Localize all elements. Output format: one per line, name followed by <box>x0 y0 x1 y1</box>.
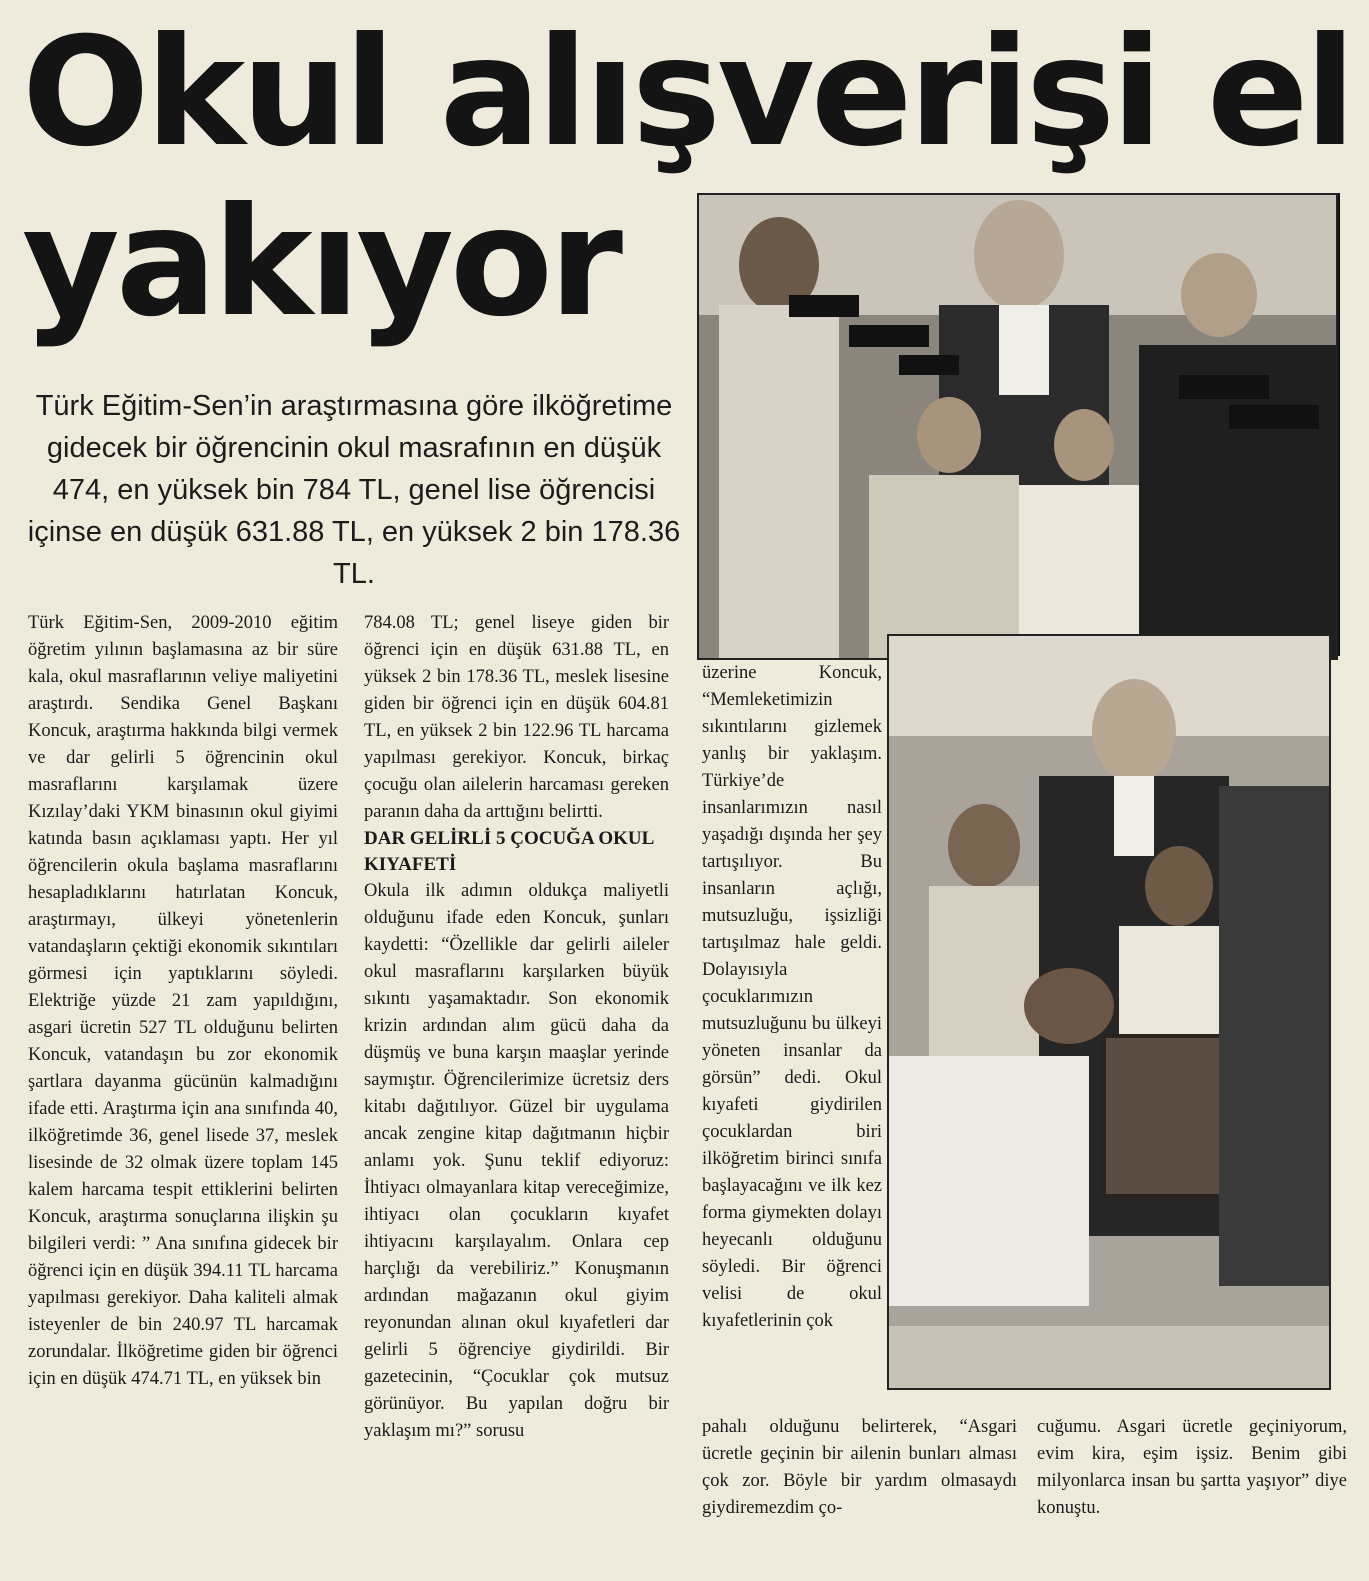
school-uniform-photo <box>887 634 1331 1390</box>
headline-line-2: yakıyor <box>22 176 619 350</box>
column-3-text: üzerine Koncuk, “Memleketimizin sıkıntılarını gizlemek yanlış bir yaklaşım. Türkiye’de insanlarımızın nasıl yaşadığı dışında her şey tartışılıyor. Bu insanların açlığı, mutsuzluğu, işsizliği tartışılmaz hale geldi. Dolayısıyla çocuklarımızın mutsuzluğunu bu ülkeyi yöneten insanlar da görsün” dedi. Okul kıyafeti giydirilen çocuklardan biri ilköğretim birinci sınıfa başlayacağını ve ilk kez forma giymekten dolayı heyecanlı olduğunu söyledi. Bir öğrenci velisi de okul kıyafetlerinin çok <box>702 663 882 1331</box>
subheading: DAR GELİRLİ 5 ÇOCUĞA OKUL KIYAFETİ <box>364 828 654 875</box>
lead-paragraph: Türk Eğitim-Sen’in araştırmasına göre ilköğretime gidecek bir öğrencinin okul masrafının en düşük 474, en yüksek bin 784 TL, genel lise öğrencisi içinse en düşük 631.88 TL, en yüksek 2 bin 178.36 TL. <box>27 390 681 590</box>
column-3b-text: pahalı olduğunu belirterek, “Asgari ücretle geçinin bir ailenin bunları alması çok zor. Böyle bir yardım olmasaydı giydiremezdim ço- <box>702 1417 1017 1518</box>
photo-border <box>1338 193 1340 656</box>
column-2-text-a: 784.08 TL; genel liseye giden bir öğrenci için en düşük 631.88 TL, en yüksek 2 bin 178.36 TL, meslek lisesine giden bir öğrenci için en düşük 604.81 TL, en yüksek 2 bin 122.96 TL harcama yapılması gerekiyor. Koncuk, birkaç çocuğu olan ailelerin harcaması gereken paranın daha da arttığını belirtti. <box>364 613 669 822</box>
school-uniform-image <box>889 636 1329 1388</box>
column-1-text: Türk Eğitim-Sen, 2009-2010 eğitim öğretim yılının başlamasına az bir süre kala, okul masraflarının veliye maliyetini araştırdı. Sendika Genel Başkanı Koncuk, araştırma hakkında bilgi vermek ve dar gelirli 5 öğrencinin okul masraflarını karşılamak üzere Kızılay’daki YKM binasının okul giyimi katında basın açıklaması yaptı. Her yıl öğrencilerin okula başlama masraflarını hesapladıklarını hatırlatan Koncuk, araştırmayı, ülkeyi yönetenlerin vatandaşların çektiği ekonomik sıkıntıları görmesi için yaptıklarını söyledi. Elektriğe yüzde 21 zam yapıldığını, asgari ücretin 527 TL olduğunu belirten Koncuk, vatandaşın bu zor ekonomik şartlara dayanma gücünün kalmadığını ifade etti. Araştırma için ana sınıfında 40, ilköğretimde 36, genel lisede 37, meslek lisesinde de 32 olmak üzere toplam 145 kalem harcama tespit ettiklerini belirten Koncuk, araştırma sonuçlarına ilişkin şu bilgileri verdi: ” Ana sınıfına gidecek bir öğrenci için en düşük 394.11 TL harcama yapılması gerekiyor. Daha kaliteli almak isteyenler de bin 240.97 TL harcamak zorundalar. İlköğretime giden bir öğrenci için en düşük 474.71 TL, en yüksek bin <box>28 613 338 1389</box>
article-column-2 <box>364 610 669 1445</box>
press-conference-image <box>699 195 1336 658</box>
headline-line-1: Okul alışverişi el <box>22 6 1353 180</box>
article-column-4 <box>1037 1414 1347 1522</box>
column-2-text-b: Okula ilk adımın oldukça maliyetli olduğunu ifade eden Koncuk, şunları kaydetti: “Özellikle dar gelirli aileler okul masraflarını karşılarken büyük sıkıntı yaşamaktadır. Son ekonomik krizin ardından alım gücü daha da düşmüş ve buna karşın maaşlar yerinde saymıştır. Öğrencilerimize ücretsiz ders kitabı dağıtılıyor. Güzel bir uygulama ancak zengine kitap dağıtmanın hiçbir anlamı yok. Şunu teklif ediyoruz: İhtiyacı olmayanlara kitap vereceğimize, ihtiyacı olan çocukların kıyafet ihtiyacını karşılayalım. Onlara cep harçlığı da verebiliriz.” Konuşmanın ardından mağazanın okul giyim reyonundan alınan okul kıyafetleri dar gelirli 5 öğrenciye giydirildi. Bir gazetecinin, “Çocuklar çok mutsuz görünüyor. Bu yapılan doğru bir yaklaşım mı?” sorusu <box>364 881 669 1441</box>
article-column-3 <box>702 660 882 1335</box>
column-4-text: cuğumu. Asgari ücretle geçiniyorum, evim kira, eşim işsiz. Benim gibi milyonlarca insan bu şartta yaşıyor” diye konuştu. <box>1037 1417 1347 1518</box>
press-conference-photo <box>697 193 1338 660</box>
article-column-3-bottom <box>702 1414 1017 1522</box>
article-column-1 <box>28 610 338 1393</box>
